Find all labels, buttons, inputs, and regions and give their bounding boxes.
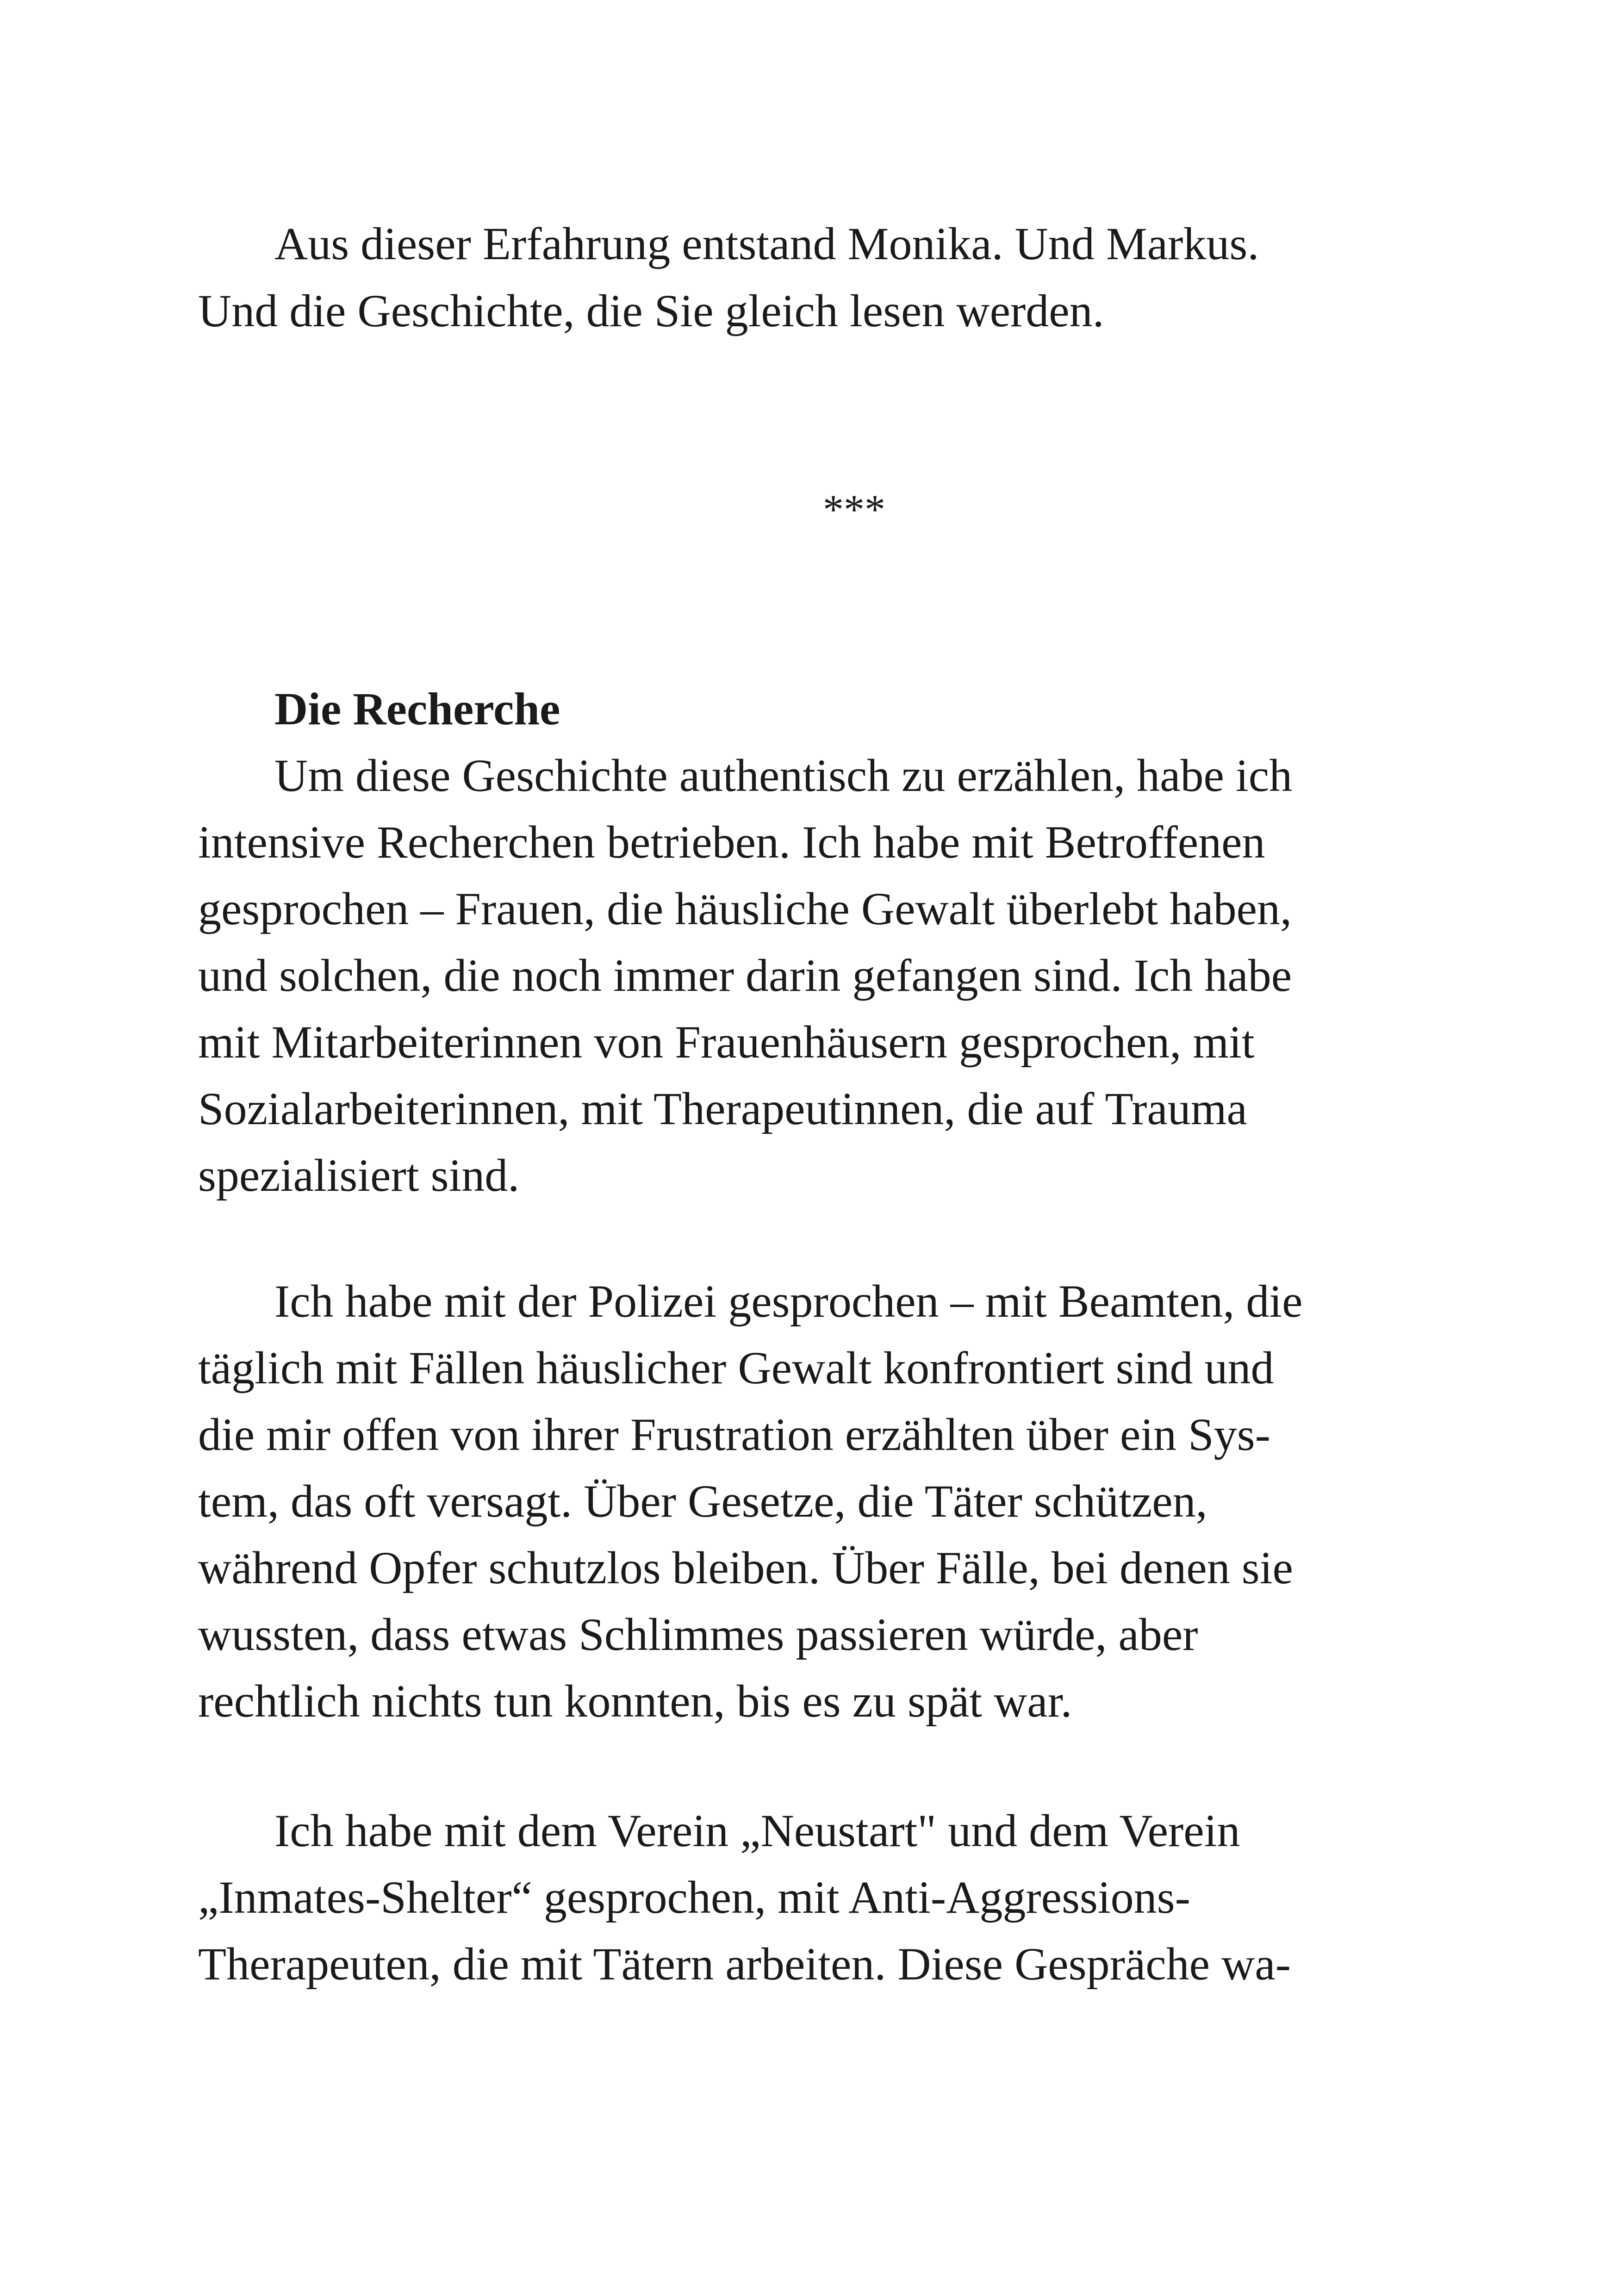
p3-line-3: Therapeuten, die mit Tätern arbeiten. Diese Gespräche wa-	[198, 1938, 1291, 1990]
p1-line-2: intensive Recherchen betrieben. Ich habe mit Betroffenen	[198, 816, 1265, 868]
p1-line-6: Sozialarbeiterinnen, mit Therapeutinnen, die auf Trauma	[198, 1083, 1247, 1134]
p1-line-4: und solchen, die noch immer darin gefangen sind. Ich habe	[198, 950, 1292, 1001]
p2-line-1: Ich habe mit der Polizei gesprochen – mit Beamten, die	[274, 1276, 1303, 1327]
p2-line-6: wussten, dass etwas Schlimmes passieren würde, aber	[198, 1609, 1198, 1660]
p3-line-2: „Inmates-Shelter“ gesprochen, mit Anti-Aggressions-	[198, 1872, 1190, 1923]
intro-line-1: Aus dieser Erfahrung entstand Monika. Und Markus.	[274, 218, 1259, 269]
p2-line-4: tem, das oft versagt. Über Gesetze, die Täter schützen,	[198, 1475, 1207, 1527]
p2-line-3: die mir offen von ihrer Frustration erzählten über ein Sys-	[198, 1409, 1270, 1460]
p2-line-7: rechtlich nichts tun konnten, bis es zu spät war.	[198, 1675, 1072, 1727]
p1-line-1: Um diese Geschichte authentisch zu erzählen, habe ich	[274, 750, 1293, 801]
p1-line-5: mit Mitarbeiterinnen von Frauenhäusern gesprochen, mit	[198, 1016, 1255, 1068]
p1-line-3: gesprochen – Frauen, die häusliche Gewalt überlebt haben,	[198, 883, 1292, 934]
section-heading: Die Recherche	[274, 683, 560, 734]
p1-line-7: spezialisiert sind.	[198, 1150, 520, 1201]
p2-line-5: während Opfer schutzlos bleiben. Über Fälle, bei denen sie	[198, 1542, 1293, 1593]
document-page	[198, 0, 1420, 2296]
p2-line-2: täglich mit Fällen häuslicher Gewalt konfrontiert sind und	[198, 1342, 1274, 1394]
section-separator: ***	[823, 487, 885, 533]
p3-line-1: Ich habe mit dem Verein „Neustart" und dem Verein	[274, 1805, 1240, 1856]
intro-line-2: Und die Geschichte, die Sie gleich lesen werden.	[198, 285, 1104, 336]
